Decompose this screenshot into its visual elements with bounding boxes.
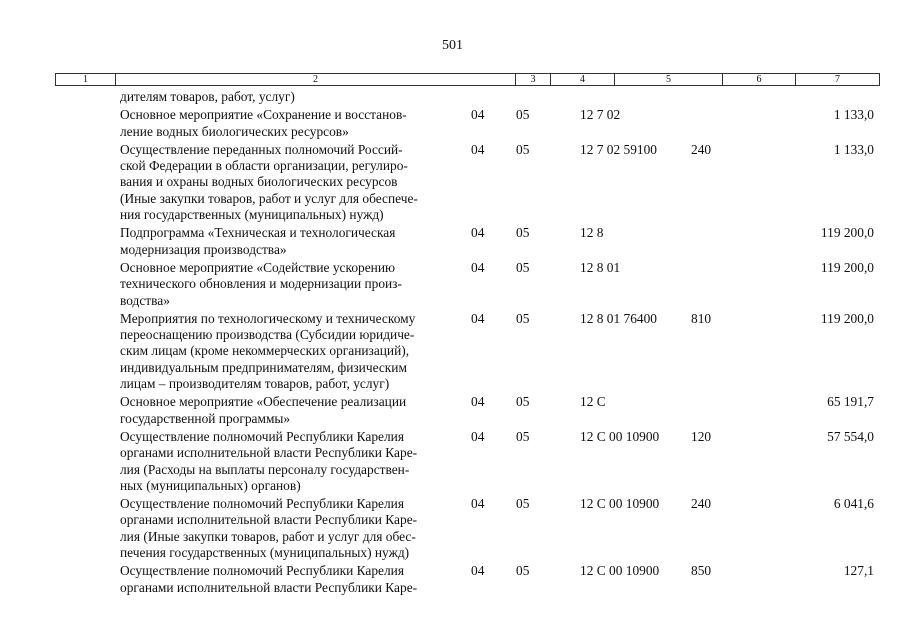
row-description: [120, 142, 460, 223]
subsection-code: 05: [516, 141, 530, 157]
column-header-table: [55, 73, 880, 86]
description-line: ской Федерации в области организации, регулиро-: [120, 158, 408, 174]
column-header: 7: [796, 74, 880, 86]
row-description: [120, 225, 460, 258]
expense-type-code: 120: [691, 428, 712, 444]
row-description: [120, 563, 460, 596]
section-code: 04: [471, 428, 485, 444]
target-article-code: 12 С 00 10900: [580, 563, 660, 579]
description-line: Осуществление полномочий Республики Карелия: [120, 428, 404, 444]
amount: 1 133,0: [833, 107, 874, 123]
expense-type-code: 240: [691, 141, 712, 157]
description-line: лия (Расходы на выплаты персоналу государствен-: [120, 461, 410, 477]
subsection-code: 05: [516, 107, 530, 123]
table-row: [0, 107, 905, 140]
subsection-code: 05: [516, 496, 530, 512]
subsection-code: 05: [516, 259, 530, 275]
page-number: 501: [442, 38, 463, 53]
section-code: 04: [471, 310, 485, 326]
description-line: Осуществление полномочий Республики Карелия: [120, 496, 404, 512]
description-line: водства»: [120, 292, 170, 308]
section-code: 04: [471, 259, 485, 275]
description-line: лия (Иные закупки товаров, работ и услуг для обес-: [120, 528, 416, 544]
row-description: [120, 394, 460, 427]
table-row: [0, 260, 905, 309]
amount: 65 191,7: [827, 394, 874, 410]
subsection-code: 05: [516, 428, 530, 444]
amount: 127,1: [843, 563, 874, 579]
description-line: Основное мероприятие «Обеспечение реализации: [120, 394, 407, 410]
section-code: 04: [471, 107, 485, 123]
column-header: 6: [723, 74, 796, 86]
amount: 119 200,0: [820, 310, 874, 326]
section-code: 04: [471, 141, 485, 157]
column-header: 4: [551, 74, 615, 86]
subsection-code: 05: [516, 394, 530, 410]
column-header-row: [56, 74, 880, 86]
section-code: 04: [471, 394, 485, 410]
description-line: индивидуальным предпринимателям, физическим: [120, 359, 407, 375]
target-article-code: 12 8 01: [580, 259, 621, 275]
description-line: модернизация производства»: [120, 241, 287, 257]
description-line: печения государственных (муниципальных) нужд): [120, 545, 410, 561]
subsection-code: 05: [516, 225, 530, 241]
description-line: Основное мероприятие «Сохранение и восстанов-: [120, 107, 407, 123]
description-line: Подпрограмма «Техническая и технологическая: [120, 225, 396, 241]
description-line: Осуществление полномочий Республики Карелия: [120, 563, 404, 579]
row-description: [120, 107, 460, 140]
description-line: ных (муниципальных) органов): [120, 477, 301, 493]
target-article-code: 12 8: [580, 225, 604, 241]
target-article-code: 12 С 00 10900: [580, 428, 660, 444]
table-row: [0, 563, 905, 596]
description-line: Основное мероприятие «Содействие ускорению: [120, 259, 395, 275]
table-row: [0, 496, 905, 561]
target-article-code: 12 7 02 59100: [580, 141, 657, 157]
description-line: государственной программы»: [120, 410, 291, 426]
row-description: [120, 260, 460, 309]
table-row: [0, 142, 905, 223]
column-header: 3: [516, 74, 551, 86]
section-code: 04: [471, 496, 485, 512]
table-row: [0, 429, 905, 494]
target-article-code: 12 С: [580, 394, 606, 410]
description-line: органами исполнительной власти Республики Каре-: [120, 579, 418, 595]
expense-type-code: 240: [691, 496, 712, 512]
amount: 6 041,6: [833, 496, 874, 512]
table-row: [0, 225, 905, 258]
row-description: [120, 429, 460, 494]
amount: 119 200,0: [820, 225, 874, 241]
target-article-code: 12 С 00 10900: [580, 496, 660, 512]
subsection-code: 05: [516, 310, 530, 326]
description-line: технического обновления и модернизации произ-: [120, 276, 402, 292]
column-header: 2: [116, 74, 516, 86]
description-line: органами исполнительной власти Республики Каре-: [120, 445, 418, 461]
description-line: дителям товаров, работ, услуг): [120, 89, 295, 104]
row-description: [120, 496, 460, 561]
description-line: вания и охраны водных биологических ресурсов: [120, 174, 398, 190]
description-line: Осуществление переданных полномочий Россий-: [120, 141, 403, 157]
amount: 57 554,0: [827, 428, 874, 444]
description-line: ния государственных (муниципальных) нужд): [120, 207, 384, 223]
description-line: ским лицам (кроме некоммерческих организаций),: [120, 343, 410, 359]
column-header: 1: [56, 74, 116, 86]
expense-type-code: 810: [691, 310, 712, 326]
description-line: (Иные закупки товаров, работ и услуг для обеспече-: [120, 190, 418, 206]
description-line: органами исполнительной власти Республики Каре-: [120, 512, 418, 528]
section-code: 04: [471, 225, 485, 241]
budget-table-body: [0, 89, 905, 596]
expense-type-code: 850: [691, 563, 712, 579]
row-description: [120, 311, 460, 392]
table-row: [0, 89, 905, 105]
section-code: 04: [471, 563, 485, 579]
description-line: ление водных биологических ресурсов»: [120, 123, 349, 139]
description-line: Мероприятия по технологическому и техническому: [120, 310, 416, 326]
table-row: [0, 394, 905, 427]
target-article-code: 12 8 01 76400: [580, 310, 657, 326]
subsection-code: 05: [516, 563, 530, 579]
amount: 119 200,0: [820, 259, 874, 275]
column-header: 5: [615, 74, 723, 86]
description-line: переоснащению производства (Субсидии юридиче-: [120, 327, 415, 343]
table-row: [0, 311, 905, 392]
target-article-code: 12 7 02: [580, 107, 621, 123]
amount: 1 133,0: [833, 141, 874, 157]
description-line: лицам – производителям товаров, работ, услуг): [120, 376, 390, 392]
row-description: [120, 89, 460, 105]
